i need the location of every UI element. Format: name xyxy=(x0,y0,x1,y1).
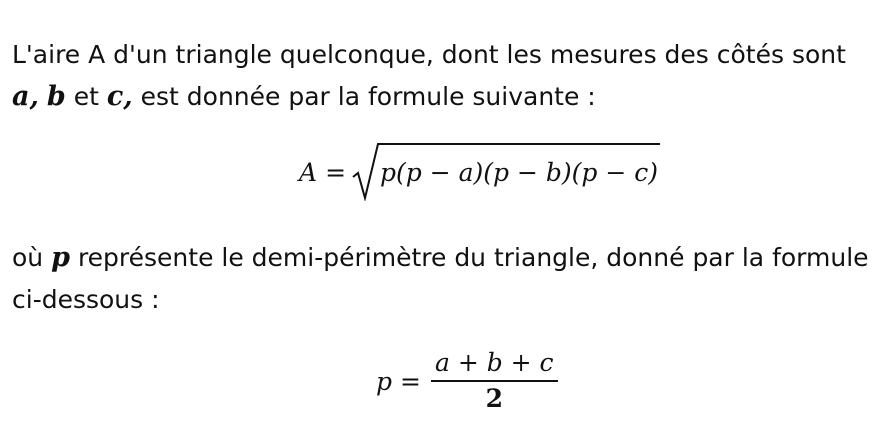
area-symbol: A xyxy=(299,157,318,187)
square-root xyxy=(352,143,660,201)
variable-a: a, xyxy=(12,81,39,112)
semiperimeter-formula xyxy=(376,346,558,416)
equals-sign: = xyxy=(400,366,421,396)
semiperimeter-symbol: p xyxy=(376,366,393,396)
fraction-numerator: a + b + c xyxy=(431,348,558,382)
intro-paragraph xyxy=(12,34,872,118)
fraction xyxy=(431,348,558,414)
variable-p: p xyxy=(51,242,70,273)
explanation-paragraph xyxy=(12,237,872,321)
equals-sign: = xyxy=(325,157,347,187)
word-et: et xyxy=(73,82,99,111)
heron-formula xyxy=(299,142,660,202)
fraction-denominator: 2 xyxy=(485,384,503,413)
radical-sign-icon xyxy=(352,143,380,201)
intro-text: L'aire A d'un triangle quelconque, dont les mesures des côtés sont xyxy=(12,40,846,69)
intro-text-end: est donnée par la formule suivante : xyxy=(140,82,596,111)
variable-c: c, xyxy=(106,81,133,112)
explanation-prefix: où xyxy=(12,243,44,272)
explanation-text: représente le demi-périmètre du triangle, donné par la formule ci-dessous : xyxy=(12,243,869,314)
radicand: p(p − a)(p − b)(p − c) xyxy=(378,143,660,201)
variable-b: b xyxy=(46,81,66,112)
